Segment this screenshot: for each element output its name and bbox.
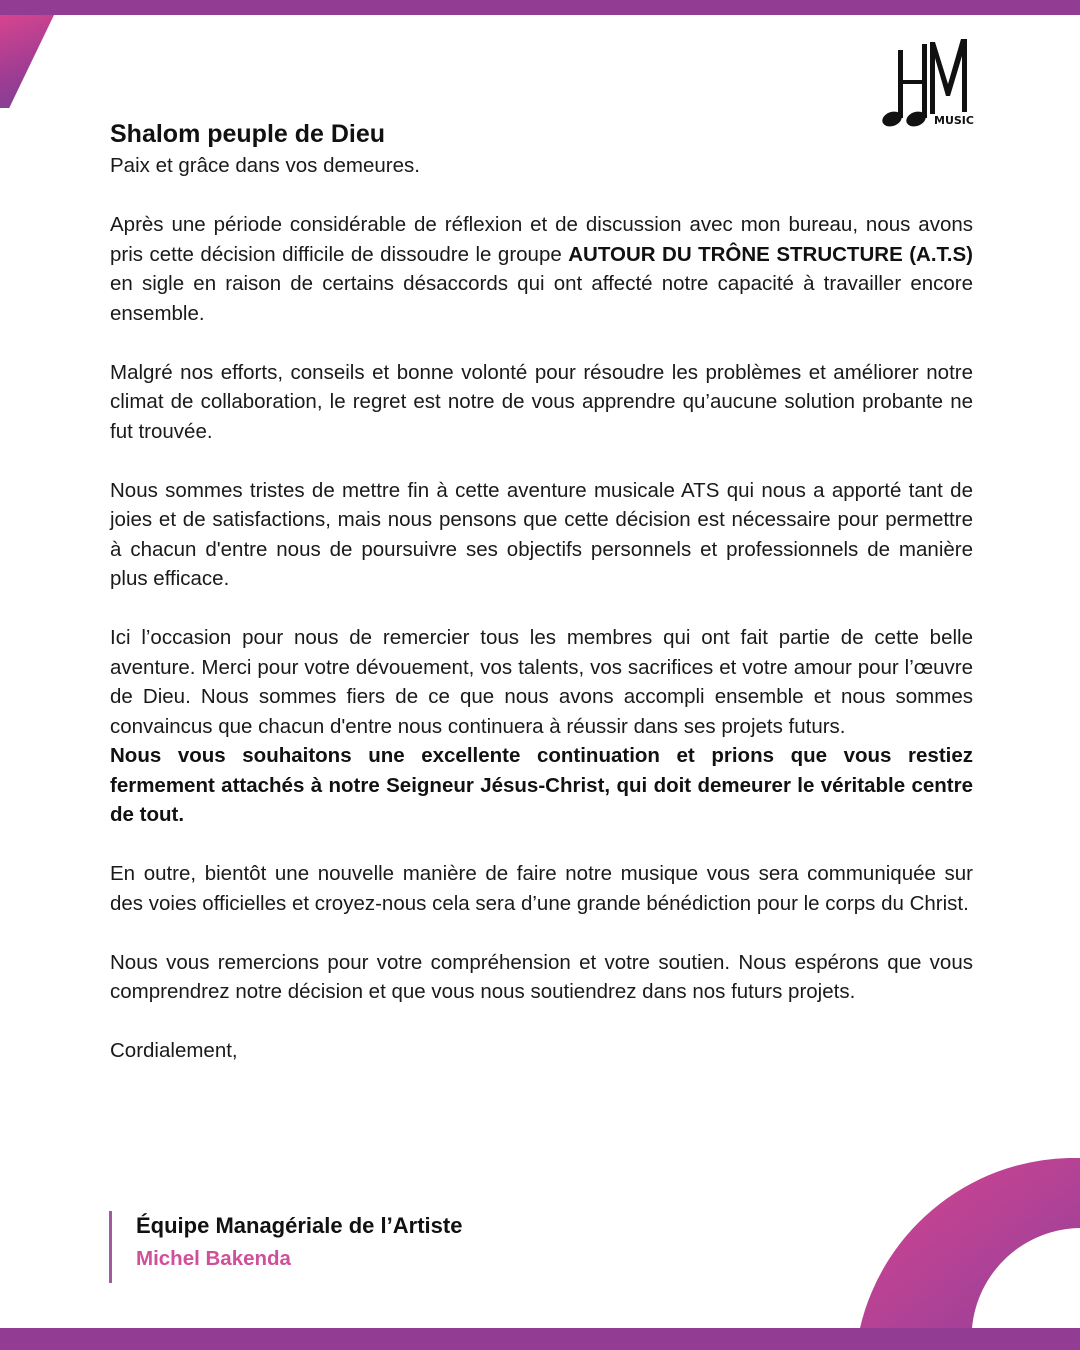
paragraph-ending: Nous sommes tristes de mettre fin à cette aventure musicale ATS qui nous a apporté tant de joies et de satisfactions, mais nous pensons que cette décision est nécessaire pour permettre à chacun d'entre nous de poursuivre ses objectifs personnels et professionnels de manière plus efficace. <box>110 478 973 590</box>
svg-text:MUSIC: MUSIC <box>934 114 974 127</box>
top-left-corner-decoration <box>0 15 54 108</box>
paragraph-future: En outre, bientôt une nouvelle manière de faire notre musique vous sera communiquée sur des voies officielles et croyez-nous cela sera d’une grande bénédiction pour le corps du Christ. <box>110 862 973 915</box>
group-name-bold: AUTOUR DU TRÔNE STRUCTURE (A.T.S) <box>568 242 973 266</box>
signature-name: Michel Bakenda <box>136 1247 291 1270</box>
hm-music-logo <box>878 34 978 130</box>
paragraph-dissolution <box>110 210 973 328</box>
paragraph-thanks: Ici l’occasion pour nous de remercier tous les membres qui ont fait partie de cette belle aventure. Merci pour votre dévouement, vos talents, vos sacrifices et votre amour pour l’œuvre de Dieu. Nous sommes fiers de ce que nous avons accompli ensemble et nous sommes convaincus que chacun d'entre nous continuera à réussir dans ses projets futurs. <box>110 626 973 738</box>
paragraph-gratitude: Nous vous remercions pour votre compréhension et votre soutien. Nous espérons que vous comprendrez notre décision et que vous nous soutiendrez dans nos futurs projets. <box>110 950 973 1003</box>
paragraph-blessing-bold: Nous vous souhaitons une excellente continuation et prions que vous restiez fermement attachés à notre Seigneur Jésus-Christ, qui doit demeurer le véritable centre de tout. <box>110 744 973 826</box>
signature-team: Équipe Managériale de l’Artiste <box>136 1213 463 1238</box>
paragraph-text: Après une période considérable de réflexion et de discussion avec mon bureau, nous avons pris cette décision difficile de dissoudre le groupe <box>110 213 973 266</box>
bottom-right-arc-decoration <box>860 1158 1080 1328</box>
sub-greeting: Paix et grâce dans vos demeures. <box>110 154 420 177</box>
greeting-heading: Shalom peuple de Dieu <box>110 120 386 148</box>
music-note-logo-icon <box>878 34 978 130</box>
bottom-accent-bar <box>0 1328 1080 1350</box>
closing-salutation: Cordialement, <box>110 1039 238 1062</box>
paragraph-text: en sigle en raison de certains désaccords qui ont affecté notre capacité à travailler encore ensemble. <box>110 272 973 325</box>
top-accent-bar <box>0 0 1080 15</box>
signature-block <box>109 1211 462 1283</box>
paragraph-efforts: Malgré nos efforts, conseils et bonne volonté pour résoudre les problèmes et améliorer notre climat de collaboration, le regret est notre de vous apprendre qu’aucune solution probante ne fut trouvée. <box>110 360 973 443</box>
letter-body <box>110 117 973 1066</box>
